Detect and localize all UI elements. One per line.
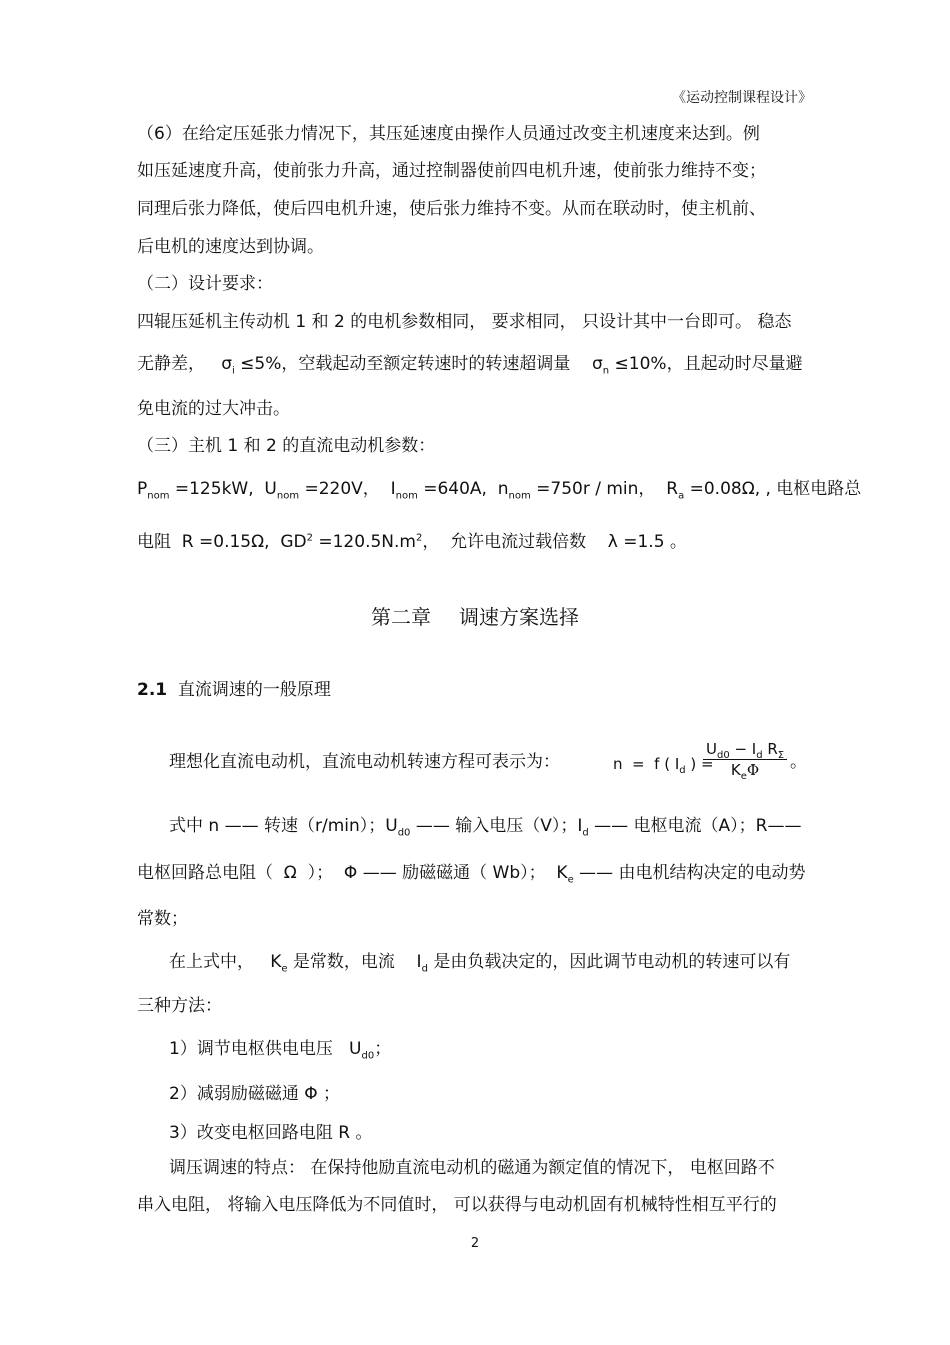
para6-line-3: 同理后张力降低，使后四电机升速，使后张力维持不变。从而在联动时，使主机前、 <box>137 199 766 219</box>
design-req-heading: （二）设计要求： <box>137 274 273 294</box>
fraction-numerator: $U_{d0} - I_d$ $R_\Sigma$ <box>703 740 787 760</box>
definitions-line-1: 式中 n —— 转速（r/min）；$U_{d0}$ —— 输入电压（V）；$I_d$ —— 电枢电流（A）；R—— <box>169 816 802 839</box>
speed-equation-fraction <box>703 740 787 782</box>
methods-intro-line-2: 三种方法： <box>137 996 222 1016</box>
equation-intro: 理想化直流电动机，直流电动机转速方程可表示为： <box>169 752 560 772</box>
section-heading-2-1 <box>137 678 950 702</box>
para6-line-1: （6）在给定压延张力情况下，其压延速度由操作人员通过改变主机速度来达到。例 <box>137 124 760 144</box>
definitions-line-2: 电枢回路总电阻（ Ω ）； Φ —— 励磁磁通（ Wb）； $K_e$ —— 由电机结构决定的电动势 <box>137 863 806 886</box>
definitions-line-3: 常数； <box>137 909 188 929</box>
motor-params-line-1: $P_{nom} =125kW$, $U_{nom} =220V$， $I_{nom} =640A$, $n_{nom} =750r / \min$， $R_a =0.08\Omega$, , 电枢电路总 <box>137 479 862 502</box>
design-req-line-1: 四辊压延机主传动机 1 和 2 的电机参数相同， 要求相同， 只设计其中一台即可。 稳态 <box>137 312 792 332</box>
fraction-denominator: $K_e\Phi$ <box>730 761 760 782</box>
method-item-2: 2）减弱励磁磁通 Φ ； <box>169 1084 341 1104</box>
method-item-3: 3）改变电枢回路电阻 R 。 <box>169 1123 373 1143</box>
chapter-name: 调速方案选择 <box>459 605 579 629</box>
equation-lhs: n = f ( $I_d$ ) = <box>613 755 714 776</box>
running-header: 《运动控制课程设计》 <box>672 90 812 106</box>
design-req-line-3: 免电流的过大冲击。 <box>137 399 290 419</box>
motor-params-line-2: 电阻 R =0.15Ω, $GD^2 =120.5N.m^2$， 允许电流过载倍数 λ =1.5 。 <box>137 532 687 552</box>
closing-line-2: 串入电阻， 将输入电压降低为不同值时， 可以获得与电动机固有机械特性相互平行的 <box>137 1195 777 1215</box>
design-req-line-2: 无静差， $\sigma_i \le 5\%$，空载起动至额定转速时的转速超调量 $\sigma_n \le 10\%$，且起动时尽量避 <box>137 354 803 377</box>
para6-line-4: 后电机的速度达到协调。 <box>137 237 324 257</box>
equation-end-mark: 。 <box>790 752 807 772</box>
para6-line-2: 如压延速度升高，使前张力升高，通过控制器使前四电机升速，使前张力维持不变； <box>137 161 766 181</box>
section-title: 直流调速的一般原理 <box>167 680 331 700</box>
methods-intro-line-1: 在上式中， $K_e$ 是常数，电流 $I_d$ 是由负载决定的，因此调节电动机的转速可以有 <box>169 952 791 975</box>
section-number: 2.1 <box>137 680 168 700</box>
closing-line-1: 调压调速的特点： 在保持他励直流电动机的磁通为额定值的情况下， 电枢回路不 <box>169 1158 775 1178</box>
page-number: 2 <box>470 1236 480 1251</box>
chapter-number: 第二章 <box>371 605 431 629</box>
chapter-title <box>0 603 950 631</box>
motor-params-heading: （三）主机 1 和 2 的直流电动机参数： <box>137 436 436 456</box>
method-item-1: 1）调节电枢供电电压 $U_{d0}$； <box>169 1039 392 1062</box>
